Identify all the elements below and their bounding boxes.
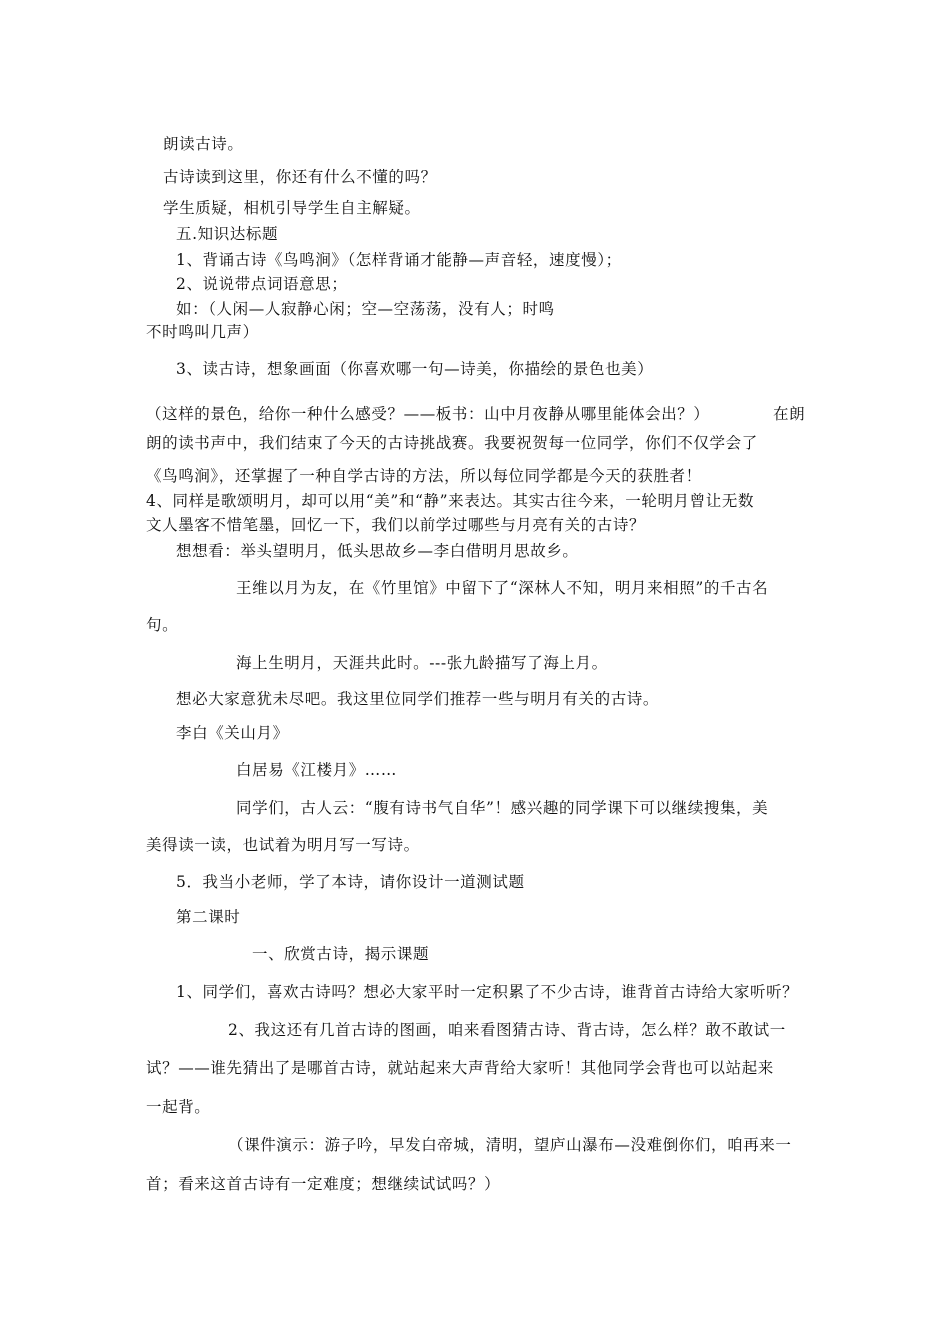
paragraph-line: 文人墨客不惜笔墨，回忆一下，我们以前学过哪些与月亮有关的古诗？ (146, 516, 646, 534)
paragraph-line: 学生质疑，相机引导学生自主解疑。 (163, 199, 421, 217)
paragraph-line: 如：（人闲—人寂静心闲；空—空荡荡，没有人；时鸣 (176, 300, 555, 318)
paragraph-line: 白居易《江楼月》…… (236, 761, 398, 779)
paragraph-line: 《鸟鸣涧》，还掌握了一种自学古诗的方法，所以每位同学都是今天的获胜者！ (146, 467, 702, 485)
paragraph-line: 2、我这还有几首古诗的图画，咱来看图猜古诗、背古诗，怎么样？敢不敢试一 (228, 1021, 786, 1039)
paragraph-line: 美得读一读，也试着为明月写一写诗。 (146, 836, 420, 854)
paragraph-line: 首；看来这首古诗有一定难度；想继续试试吗？） (146, 1175, 501, 1193)
paragraph-line: 海上生明月，天涯共此时。---张九龄描写了海上月。 (236, 654, 608, 672)
paragraph-line: 李白《关山月》 (176, 724, 289, 742)
paragraph-line: 句。 (146, 616, 179, 634)
paragraph-line: （这样的景色，给你一种什么感受？——板书：山中月夜静从哪里能体会出？） (146, 405, 710, 423)
paragraph-line: 想想看：举头望明月，低头思故乡—李白借明月思故乡。 (176, 542, 579, 560)
paragraph-line: 1、背诵古诗《鸟鸣涧》（怎样背诵才能静—声音轻，速度慢）； (176, 251, 622, 269)
paragraph-line: 王维以月为友，在《竹里馆》中留下了“深林人不知，明月来相照”的千古名 (236, 579, 769, 597)
section-heading: 第二课时 (176, 908, 241, 926)
paragraph-line: （课件演示：游子吟，早发白帝城，清明，望庐山瀑布—没难倒你们，咱再来一 (228, 1136, 792, 1154)
paragraph-line: 在朗 (773, 405, 806, 423)
paragraph-line: 5．我当小老师，学了本诗，请你设计一道测试题 (176, 873, 525, 891)
paragraph-line: 一起背。 (146, 1098, 211, 1116)
paragraph-line: 3、读古诗，想象画面（你喜欢哪一句—诗美，你描绘的景色也美） (176, 360, 654, 378)
section-heading: 一、欣赏古诗，揭示课题 (252, 945, 430, 963)
section-heading: 五.知识达标题 (176, 225, 279, 243)
paragraph-line: 不时鸣叫几声） (146, 323, 259, 341)
paragraph-line: 1、同学们，喜欢古诗吗？想必大家平时一定积累了不少古诗，谁背首古诗给大家听听？ (176, 983, 799, 1001)
paragraph-line: 想必大家意犹未尽吧。我这里位同学们推荐一些与明月有关的古诗。 (176, 690, 660, 708)
paragraph-line: 朗读古诗。 (163, 135, 244, 153)
paragraph-line: 同学们，古人云：“腹有诗书气自华”！感兴趣的同学课下可以继续搜集，美 (236, 799, 769, 817)
paragraph-line: 试？——谁先猜出了是哪首古诗，就站起来大声背给大家听！其他同学会背也可以站起来 (146, 1059, 774, 1077)
paragraph-line: 朗的读书声中，我们结束了今天的古诗挑战赛。我要祝贺每一位同学，你们不仅学会了 (146, 434, 758, 452)
paragraph-line: 2、说说带点词语意思； (176, 275, 348, 293)
paragraph-line: 古诗读到这里，你还有什么不懂的吗？ (163, 168, 437, 186)
paragraph-line: 4、同样是歌颂明月，却可以用“美”和“静”来表达。其实古往今来，一轮明月曾让无数 (146, 492, 755, 510)
